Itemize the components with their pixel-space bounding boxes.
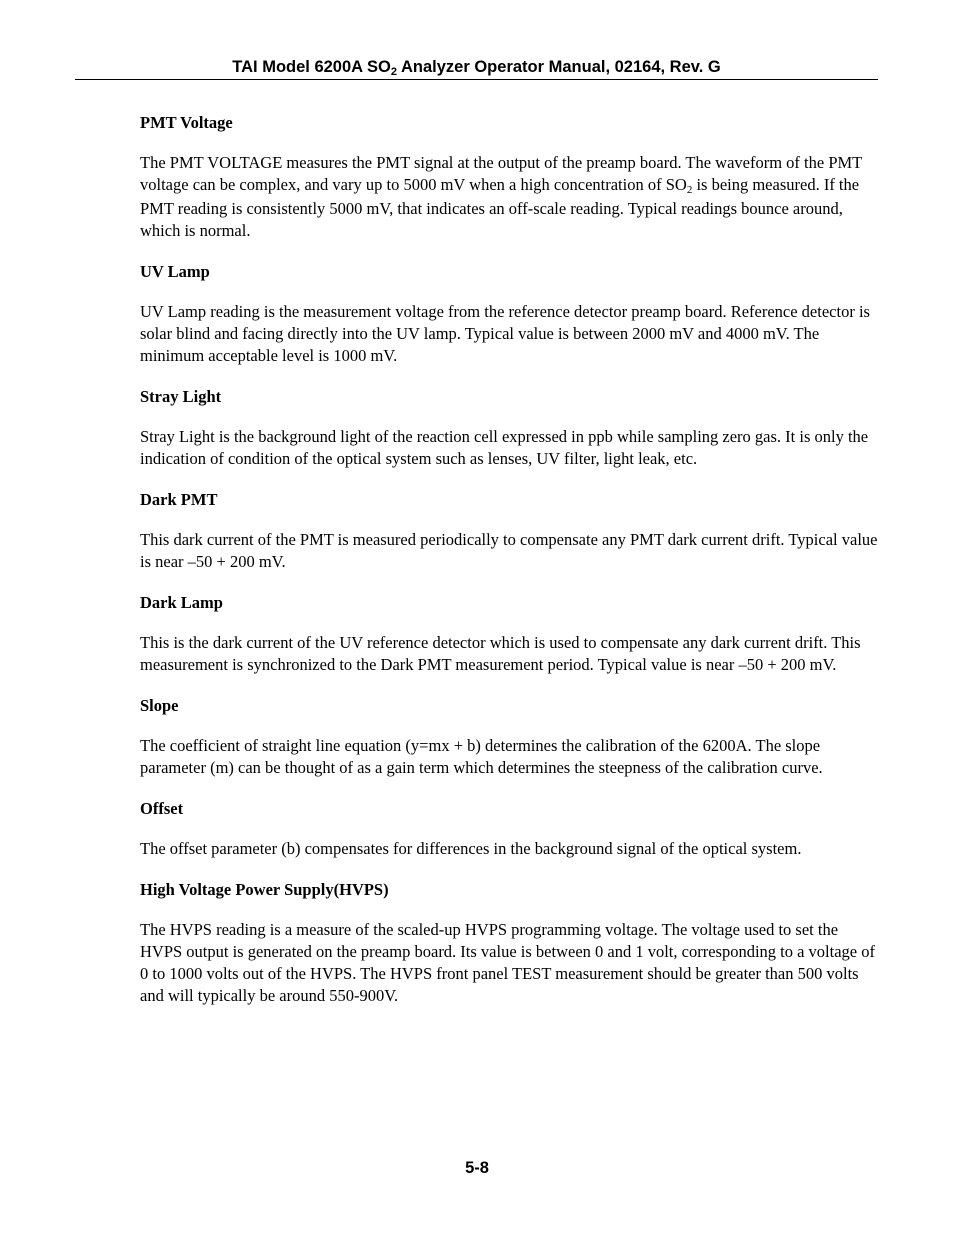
paragraph-text-rest: is being measured. If the PMT reading is consistently 5000 mV, that indicates an off-scale reading. Typical readings bounce around, which is normal. bbox=[140, 175, 860, 240]
paragraph-subscript: 2 bbox=[686, 184, 693, 196]
header-divider bbox=[75, 79, 878, 80]
section-paragraph bbox=[140, 152, 880, 242]
paragraph-text: The PMT VOLTAGE measures the PMT signal at the output of the preamp board. The waveform of the PMT voltage can be complex, and vary up to 5000 mV when a high concentration of SO bbox=[140, 153, 862, 194]
section-dark-pmt bbox=[140, 489, 880, 573]
page-header-title bbox=[75, 56, 878, 80]
section-stray-light bbox=[140, 386, 880, 470]
section-heading: Offset bbox=[140, 799, 184, 818]
header-title-subscript: 2 bbox=[390, 66, 398, 78]
section-paragraph: The offset parameter (b) compensates for differences in the background signal of the optical system. bbox=[140, 839, 802, 858]
section-paragraph: The HVPS reading is a measure of the scaled-up HVPS programming voltage. The voltage used to set the HVPS output is generated on the preamp board. Its value is between 0 and 1 volt, corresponding to a voltage of 0 to 1000 volts out of the HVPS. The HVPS front panel TEST measurement should be greater than 500 volts and will typically be around 550-900V. bbox=[140, 920, 875, 1005]
section-paragraph: The coefficient of straight line equation (y=mx + b) determines the calibration of the 6200A. The slope parameter (m) can be thought of as a gain term which determines the steepness of the calibration curve. bbox=[140, 736, 823, 777]
section-offset bbox=[140, 798, 880, 860]
header-title-rest: Analyzer Operator Manual, 02164, Rev. G bbox=[397, 58, 721, 76]
section-heading: Dark PMT bbox=[140, 490, 218, 509]
section-slope bbox=[140, 695, 880, 779]
section-heading: Dark Lamp bbox=[140, 593, 223, 612]
page-number: 5-8 bbox=[465, 1159, 489, 1177]
section-paragraph: UV Lamp reading is the measurement voltage from the reference detector preamp board. Reference detector is solar blind and facing directly into the UV lamp. Typical value is between 2000 mV and 4000 mV. The minimum acceptable level is 1000 mV. bbox=[140, 302, 870, 365]
section-pmt-voltage bbox=[140, 112, 880, 242]
section-dark-lamp bbox=[140, 592, 880, 676]
section-heading: Slope bbox=[140, 696, 179, 715]
section-paragraph: This dark current of the PMT is measured periodically to compensate any PMT dark current drift. Typical value is near –50 + 200 mV. bbox=[140, 530, 878, 571]
section-paragraph: This is the dark current of the UV reference detector which is used to compensate any dark current drift. This measurement is synchronized to the Dark PMT measurement period. Typical value is near –50 + 200 mV. bbox=[140, 633, 861, 674]
section-heading: High Voltage Power Supply(HVPS) bbox=[140, 880, 389, 899]
section-paragraph: Stray Light is the background light of the reaction cell expressed in ppb while sampling zero gas. It is only the indication of condition of the optical system such as lenses, UV filter, light leak, etc. bbox=[140, 427, 869, 468]
section-hvps bbox=[140, 879, 880, 1007]
section-heading: PMT Voltage bbox=[140, 113, 233, 132]
section-uv-lamp bbox=[140, 261, 880, 367]
header-title-main: TAI Model 6200A SO bbox=[232, 58, 391, 76]
document-body bbox=[140, 112, 880, 1026]
section-heading: Stray Light bbox=[140, 387, 222, 406]
section-heading: UV Lamp bbox=[140, 262, 210, 281]
